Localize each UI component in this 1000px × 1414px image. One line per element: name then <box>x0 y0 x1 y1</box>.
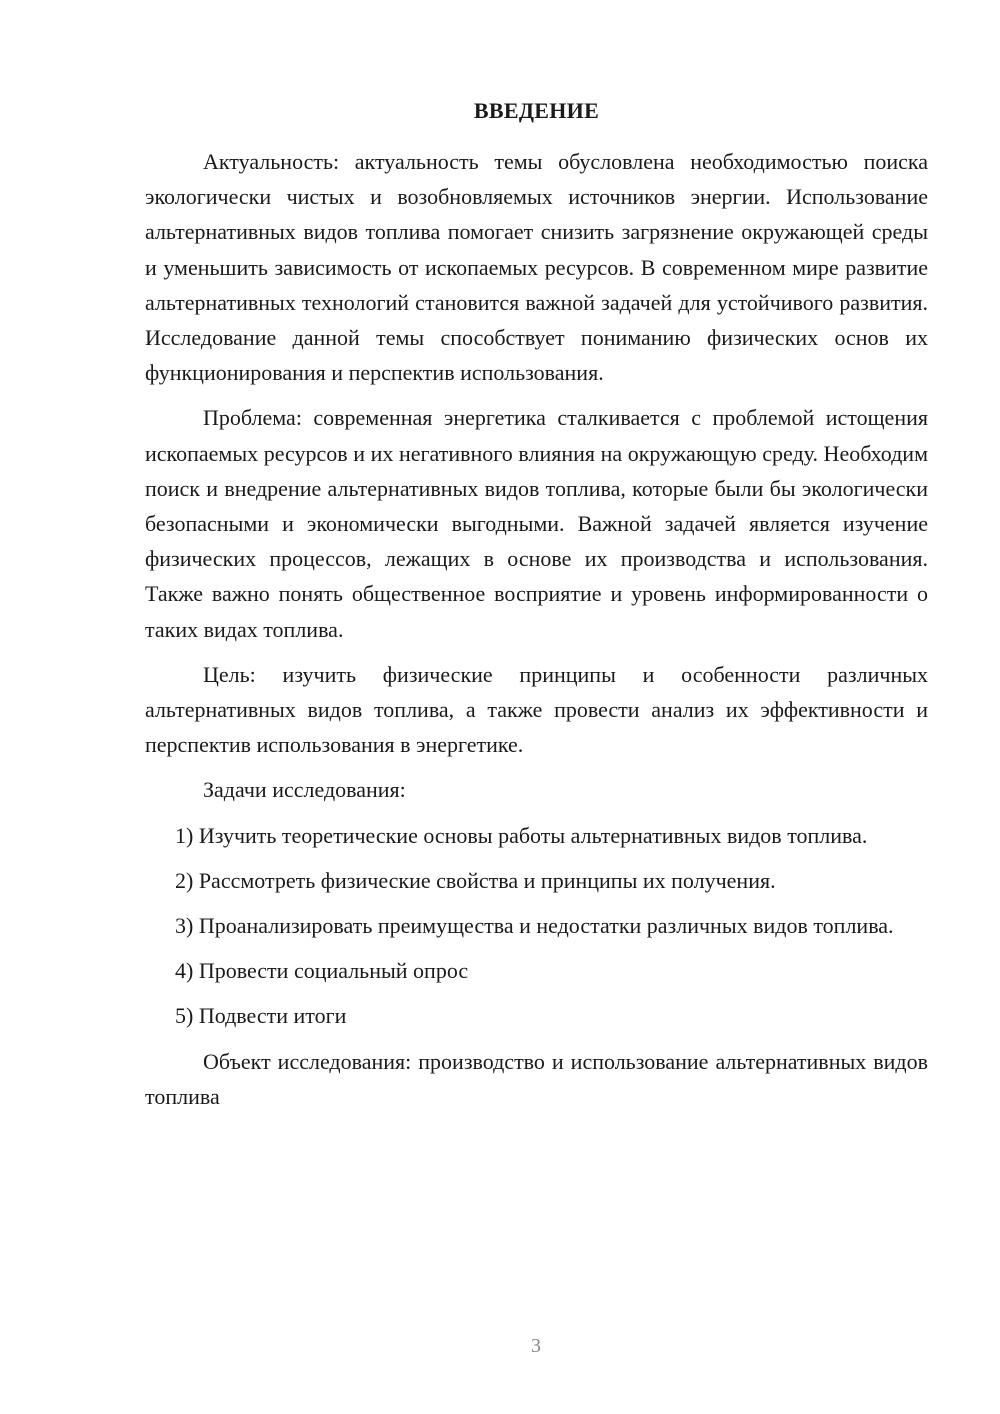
problem-paragraph: Проблема: современная энергетика сталкивается с проблемой истощения ископаемых ресурсов и их негативного влияния на окружающую среду. Необходим поиск и внедрение альтернативных видов топлива, которые были бы экологически безопасными и экономически выгодными. Важной задачей является изучение физических процессов, лежащих в основе их производства и использования. Также важно понять общественное восприятие и уровень информированности о таких видах топлива. <box>145 405 928 642</box>
task-item-3: 3) Проанализировать преимущества и недостатки различных видов топлива. <box>175 913 894 939</box>
goal-paragraph: Цель: изучить физические принципы и особенности различных альтернативных видов топлива, а также провести анализ их эффективности и перспектив использования в энергетике. <box>145 661 928 758</box>
task-item-5: 5) Подвести итоги <box>175 1003 347 1029</box>
object-paragraph: Объект исследования: производство и использование альтернативных видов топлива <box>145 1048 928 1109</box>
relevance-paragraph: Актуальность: актуальность темы обусловлена необходимостью поиска экологически чистых и возобновляемых источников энергии. Использование альтернативных видов топлива помогает снизить загрязнение окружающей среды и уменьшить зависимость от ископаемых ресурсов. В современном мире развитие альтернативных технологий становится важной задачей для устойчивого развития. Исследование данной темы способствует пониманию физических основ их функционирования и перспектив использования. <box>145 149 928 386</box>
task-item-1: 1) Изучить теоретические основы работы альтернативных видов топлива. <box>175 822 868 848</box>
tasks-title: Задачи исследования: <box>203 777 406 803</box>
task-item-2: 2) Рассмотреть физические свойства и принципы их получения. <box>175 867 776 893</box>
page-title: ВВЕДЕНИЕ <box>473 98 600 123</box>
document-body <box>145 96 928 1124</box>
task-item-4: 4) Провести социальный опрос <box>175 958 469 984</box>
page-number: 3 <box>531 1335 541 1357</box>
